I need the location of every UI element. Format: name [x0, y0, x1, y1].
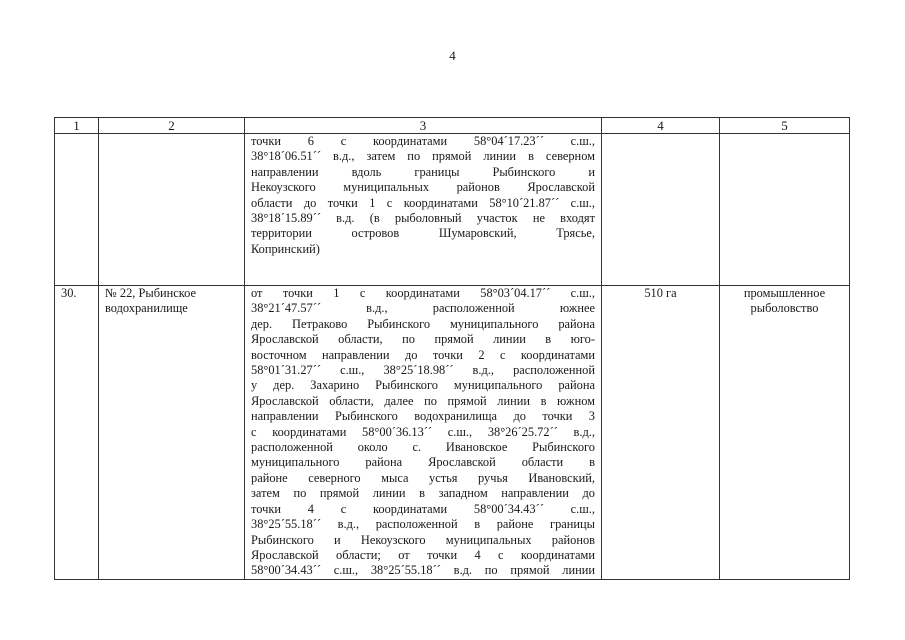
- description-line: муниципального района Ярославской области в: [251, 455, 595, 470]
- description-line: затем по прямой линии в западном направлении до: [251, 486, 595, 501]
- usage-type-cell: [720, 286, 850, 580]
- description-line: 58°01´31.27´´ с.ш., 38°25´18.98´´ в.д., расположенной: [251, 363, 595, 378]
- description-line: направлении Рыбинского водохранилища до точки 3: [251, 409, 595, 424]
- table-header-row: [55, 118, 850, 134]
- description-line: восточном направлении до точки 2 с координатами: [251, 347, 595, 362]
- boundary-description-cell: [245, 134, 602, 286]
- description-line: Некоузского муниципальных районов Ярославской: [251, 180, 595, 195]
- area-name-cell: [99, 134, 245, 286]
- column-header-1: 1: [55, 118, 99, 134]
- column-header-2: 2: [99, 118, 245, 134]
- description-line: 38°21´47.57´´ в.д., расположенной южнее: [251, 301, 595, 316]
- description-line: точки 4 с координатами 58°00´34.43´´ с.ш.,: [251, 501, 595, 516]
- description-line: с координатами 58°00´36.13´´ с.ш., 38°26´25.72´´ в.д.,: [251, 424, 595, 439]
- description-line: 58°00´34.43´´ с.ш., 38°25´55.18´´ в.д. по прямой линии: [251, 563, 595, 578]
- description-line: районе северного мыса устья ручья Ивановский,: [251, 470, 595, 485]
- area-name-line: водохранилище: [105, 301, 188, 316]
- area-name-cell: [99, 286, 245, 580]
- area-name-line: № 22, Рыбинское: [105, 286, 197, 300]
- description-line: 38°18´06.51´´ в.д., затем по прямой линии в северном: [251, 149, 595, 164]
- usage-type-line: рыболовство: [750, 301, 819, 316]
- description-line: Копринский): [251, 241, 320, 256]
- column-header-4: 4: [602, 118, 720, 134]
- boundary-description-cell: [245, 286, 602, 580]
- usage-type-cell: [720, 134, 850, 286]
- description-line: Ярославской области; от точки 4 с координатами: [251, 547, 595, 562]
- description-line: области до точки 1 с координатами 58°10´21.87´´ с.ш.,: [251, 195, 595, 210]
- usage-type-line: промышленное: [743, 286, 826, 300]
- description-line: точки 6 с координатами 58°04´17.23´´ с.ш.,: [251, 134, 595, 148]
- description-line: Ярославской области, далее по прямой линии в южном: [251, 393, 595, 408]
- row-number-cell: [55, 134, 99, 286]
- fishing-area-table: [54, 117, 850, 580]
- description-line: Рыбинского и Некоузского муниципальных районов: [251, 532, 595, 547]
- description-line: 38°25´55.18´´ в.д., расположенной в районе границы: [251, 517, 595, 532]
- row-number-cell: 30.: [55, 286, 99, 580]
- area-size-cell: [602, 134, 720, 286]
- description-line: направлении вдоль границы Рыбинского и: [251, 164, 595, 179]
- page-number: 4: [449, 48, 456, 63]
- area-size-cell: 510 га: [602, 286, 720, 580]
- description-line: расположенной около с. Ивановское Рыбинского: [251, 440, 595, 455]
- column-header-3: 3: [245, 118, 602, 134]
- description-line: у дер. Захарино Рыбинского муниципального района: [251, 378, 595, 393]
- table-row-continuation: [55, 134, 850, 286]
- description-line: дер. Петраково Рыбинского муниципального района: [251, 316, 595, 331]
- description-line: Ярославской области, по прямой линии в юго-: [251, 332, 595, 347]
- column-header-5: 5: [720, 118, 850, 134]
- description-line: 38°18´15.89´´ в.д. (в рыболовный участок не входят: [251, 211, 595, 226]
- description-line: территории островов Шумаровский, Трясье,: [251, 226, 595, 241]
- description-line: от точки 1 с координатами 58°03´04.17´´ с.ш.,: [251, 286, 595, 300]
- table-row-30: [55, 286, 850, 580]
